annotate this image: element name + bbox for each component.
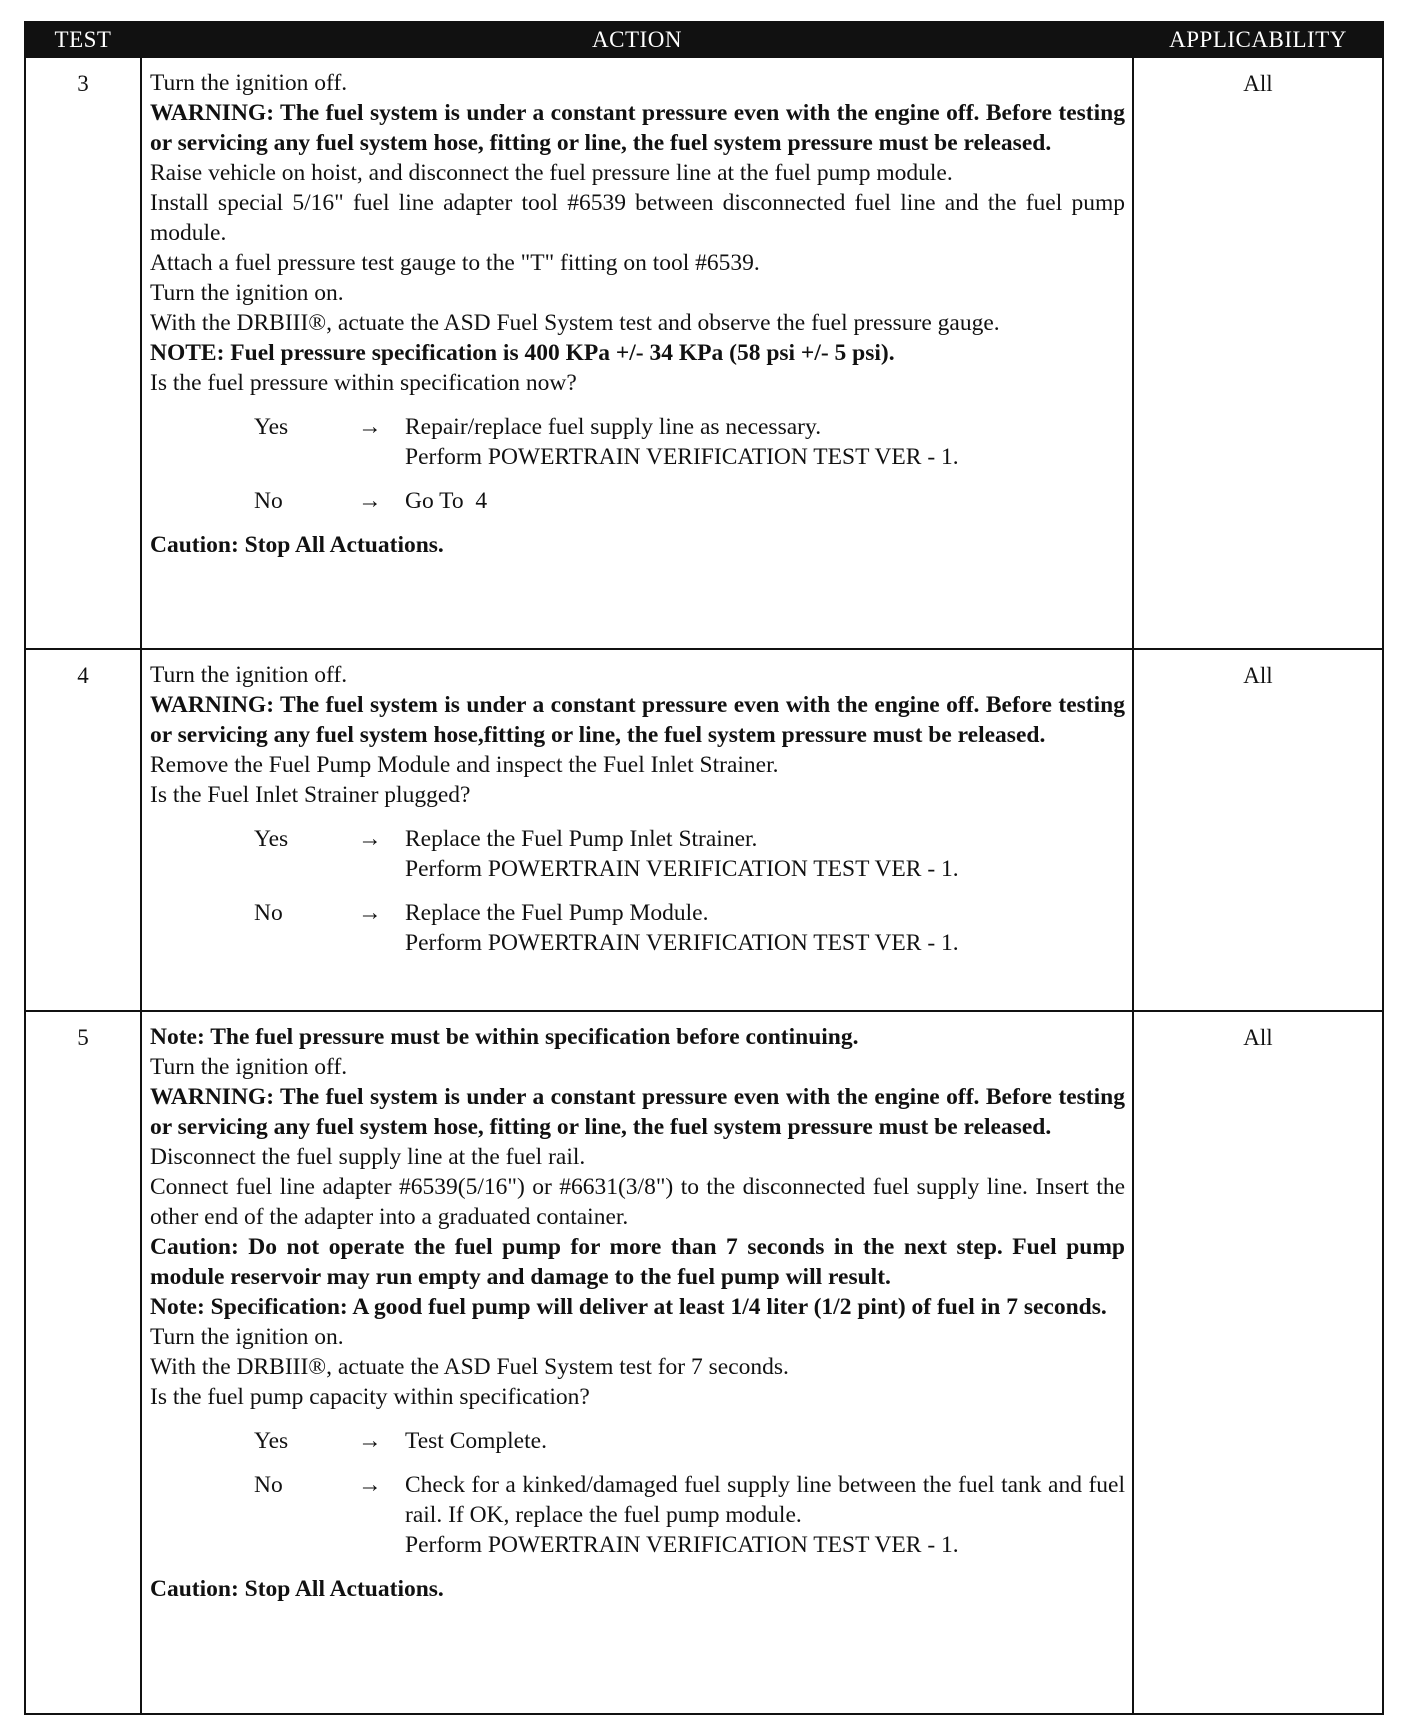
header-action: ACTION bbox=[592, 27, 682, 52]
diagnostic-table bbox=[24, 21, 1384, 1715]
action-line: Connect fuel line adapter #6539(5/16") or #6631(3/8") to the disconnected fuel supply line. Insert the other end of the adapter into a graduated container. bbox=[150, 1174, 1125, 1230]
action-line: Remove the Fuel Pump Module and inspect the Fuel Inlet Strainer. bbox=[150, 752, 779, 778]
answer-no bbox=[150, 898, 1125, 958]
question-text: Is the fuel pressure within specification now? bbox=[150, 370, 577, 396]
test-row-3 bbox=[26, 56, 1382, 648]
answer-line: Test Complete. bbox=[405, 1428, 547, 1454]
note-text: Note: Specification: A good fuel pump will deliver at least 1/4 liter (1/2 pint) of fuel in 7 seconds. bbox=[150, 1294, 1107, 1320]
answer-label: Yes bbox=[254, 414, 289, 440]
answer-label: Yes bbox=[254, 826, 289, 852]
answer-line: Replace the Fuel Pump Module. bbox=[405, 900, 709, 926]
answer-line: Perform POWERTRAIN VERIFICATION TEST VER - 1. bbox=[405, 1532, 959, 1558]
warning-text: WARNING: The fuel system is under a constant pressure even with the engine off. Before testing or servicing any fuel system hose,fitting or line, the fuel system pressure must be released. bbox=[150, 692, 1125, 748]
answer-line: Perform POWERTRAIN VERIFICATION TEST VER - 1. bbox=[405, 856, 959, 882]
applicability-value: All bbox=[1243, 71, 1273, 96]
action-line: Attach a fuel pressure test gauge to the "T" fitting on tool #6539. bbox=[150, 250, 760, 276]
action-line: Turn the ignition on. bbox=[150, 280, 344, 306]
applicability-value: All bbox=[1243, 663, 1273, 688]
action-line: Raise vehicle on hoist, and disconnect the fuel pressure line at the fuel pump module. bbox=[150, 160, 953, 186]
answer-line: Perform POWERTRAIN VERIFICATION TEST VER - 1. bbox=[405, 444, 959, 470]
caution-text: Caution: Do not operate the fuel pump for more than 7 seconds in the next step. Fuel pump module reservoir may run empty and damage to the fuel pump will result. bbox=[150, 1234, 1125, 1290]
action-line: Turn the ignition off. bbox=[150, 70, 348, 96]
answer-line: Repair/replace fuel supply line as necessary. bbox=[405, 414, 822, 440]
answer-yes bbox=[150, 412, 1125, 472]
question-text: Is the Fuel Inlet Strainer plugged? bbox=[150, 782, 471, 808]
answer-line: Perform POWERTRAIN VERIFICATION TEST VER - 1. bbox=[405, 930, 959, 956]
table-header bbox=[26, 23, 1382, 56]
action-line: Turn the ignition on. bbox=[150, 1324, 344, 1350]
answer-yes bbox=[150, 824, 1125, 884]
answer-label: No bbox=[254, 900, 283, 926]
answer-label: No bbox=[254, 488, 283, 514]
arrow-icon: → bbox=[358, 488, 382, 514]
note-text: Note: The fuel pressure must be within specification before continuing. bbox=[150, 1024, 859, 1050]
answer-line: Go To 4 bbox=[405, 488, 488, 514]
answer-no bbox=[150, 1470, 1125, 1560]
arrow-icon: → bbox=[358, 826, 382, 852]
test-row-4 bbox=[26, 648, 1382, 1010]
answer-no bbox=[150, 486, 1125, 516]
action-cell bbox=[150, 68, 1125, 560]
test-number: 3 bbox=[77, 71, 89, 96]
header-test: TEST bbox=[54, 27, 112, 52]
action-line: With the DRBIII®, actuate the ASD Fuel System test for 7 seconds. bbox=[150, 1354, 789, 1380]
arrow-icon: → bbox=[358, 414, 382, 440]
note-text: NOTE: Fuel pressure specification is 400 KPa +/- 34 KPa (58 psi +/- 5 psi). bbox=[150, 340, 895, 366]
arrow-icon: → bbox=[358, 1472, 382, 1498]
caution-text: Caution: Stop All Actuations. bbox=[150, 1576, 444, 1602]
header-applicability: APPLICABILITY bbox=[1169, 27, 1347, 52]
answer-yes bbox=[150, 1426, 1125, 1456]
action-line: With the DRBIII®, actuate the ASD Fuel System test and observe the fuel pressure gauge. bbox=[150, 310, 1000, 336]
arrow-icon: → bbox=[358, 1428, 382, 1454]
test-number: 4 bbox=[77, 663, 89, 688]
action-line: Turn the ignition off. bbox=[150, 1054, 348, 1080]
warning-text: WARNING: The fuel system is under a constant pressure even with the engine off. Before testing or servicing any fuel system hose, fitting or line, the fuel system pressure must be released. bbox=[150, 1084, 1125, 1140]
test-row-5 bbox=[26, 1010, 1382, 1713]
test-number: 5 bbox=[77, 1025, 89, 1050]
answer-label: No bbox=[254, 1472, 283, 1498]
caution-text: Caution: Stop All Actuations. bbox=[150, 532, 444, 558]
arrow-icon: → bbox=[358, 900, 382, 926]
warning-text: WARNING: The fuel system is under a constant pressure even with the engine off. Before testing or servicing any fuel system hose, fitting or line, the fuel system pressure must be released. bbox=[150, 100, 1125, 156]
action-cell bbox=[150, 1022, 1125, 1604]
answer-label: Yes bbox=[254, 1428, 289, 1454]
question-text: Is the fuel pump capacity within specification? bbox=[150, 1384, 590, 1410]
action-line: Disconnect the fuel supply line at the fuel rail. bbox=[150, 1144, 586, 1170]
applicability-value: All bbox=[1243, 1025, 1273, 1050]
answer-line: Check for a kinked/damaged fuel supply line between the fuel tank and fuel rail. If OK, replace the fuel pump module. bbox=[405, 1472, 1125, 1528]
action-line: Install special 5/16" fuel line adapter tool #6539 between disconnected fuel line and the fuel pump module. bbox=[150, 190, 1125, 246]
action-cell bbox=[150, 660, 1125, 958]
answer-line: Replace the Fuel Pump Inlet Strainer. bbox=[405, 826, 758, 852]
action-line: Turn the ignition off. bbox=[150, 662, 348, 688]
